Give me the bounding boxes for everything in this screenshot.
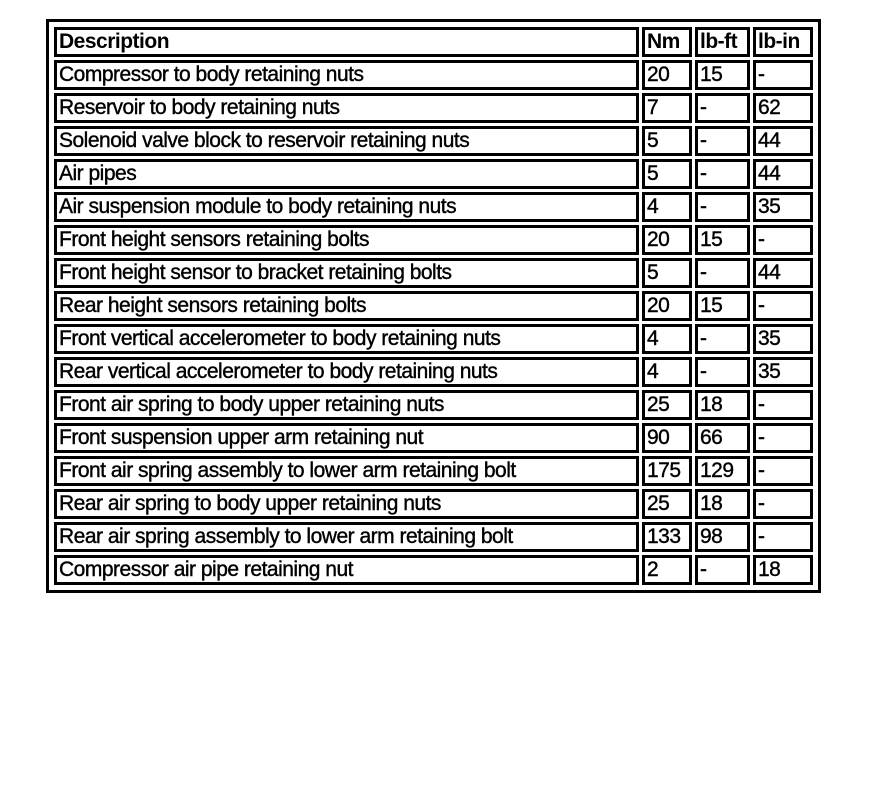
cell-lb-in: 44 [753, 159, 813, 189]
cell-description: Front height sensor to bracket retaining bolts [54, 258, 639, 288]
cell-description: Rear air spring to body upper retaining nuts [54, 489, 639, 519]
cell-nm: 90 [642, 423, 692, 453]
cell-description: Rear vertical accelerometer to body retaining nuts [54, 357, 639, 387]
table-row [54, 126, 813, 156]
header-lb-in: lb-in [753, 27, 813, 57]
cell-lb-ft: 15 [695, 225, 750, 255]
cell-description: Rear height sensors retaining bolts [54, 291, 639, 321]
header-lb-ft: lb-ft [695, 27, 750, 57]
cell-nm: 175 [642, 456, 692, 486]
cell-lb-ft: - [695, 192, 750, 222]
table-row [54, 291, 813, 321]
cell-nm: 4 [642, 324, 692, 354]
cell-nm: 25 [642, 390, 692, 420]
torque-spec-table [51, 24, 816, 588]
cell-nm: 20 [642, 60, 692, 90]
cell-lb-in: - [753, 489, 813, 519]
cell-lb-in: - [753, 456, 813, 486]
cell-nm: 4 [642, 192, 692, 222]
cell-nm: 5 [642, 258, 692, 288]
cell-nm: 25 [642, 489, 692, 519]
cell-lb-in: - [753, 60, 813, 90]
cell-lb-in: - [753, 291, 813, 321]
table-row [54, 60, 813, 90]
cell-description: Reservoir to body retaining nuts [54, 93, 639, 123]
cell-lb-ft: 66 [695, 423, 750, 453]
torque-spec-table-frame [46, 19, 821, 593]
table-body [54, 60, 813, 585]
cell-nm: 133 [642, 522, 692, 552]
cell-nm: 4 [642, 357, 692, 387]
cell-description: Compressor air pipe retaining nut [54, 555, 639, 585]
header-description: Description [54, 27, 639, 57]
table-row [54, 258, 813, 288]
cell-lb-ft: - [695, 555, 750, 585]
cell-nm: 2 [642, 555, 692, 585]
cell-lb-ft: 15 [695, 291, 750, 321]
cell-lb-ft: 98 [695, 522, 750, 552]
table-row [54, 555, 813, 585]
cell-lb-ft: - [695, 126, 750, 156]
cell-lb-in: 35 [753, 192, 813, 222]
cell-lb-ft: 18 [695, 489, 750, 519]
cell-nm: 20 [642, 291, 692, 321]
cell-description: Front suspension upper arm retaining nut [54, 423, 639, 453]
cell-lb-in: 35 [753, 324, 813, 354]
cell-lb-ft: - [695, 159, 750, 189]
cell-lb-in: 18 [753, 555, 813, 585]
cell-lb-in: - [753, 423, 813, 453]
cell-lb-ft: 18 [695, 390, 750, 420]
cell-description: Front air spring assembly to lower arm retaining bolt [54, 456, 639, 486]
cell-nm: 7 [642, 93, 692, 123]
cell-lb-ft: - [695, 357, 750, 387]
cell-lb-ft: 15 [695, 60, 750, 90]
cell-description: Solenoid valve block to reservoir retaining nuts [54, 126, 639, 156]
table-row [54, 456, 813, 486]
cell-description: Compressor to body retaining nuts [54, 60, 639, 90]
cell-nm: 5 [642, 159, 692, 189]
cell-nm: 5 [642, 126, 692, 156]
table-row [54, 489, 813, 519]
table-row [54, 390, 813, 420]
cell-description: Front height sensors retaining bolts [54, 225, 639, 255]
cell-lb-ft: - [695, 93, 750, 123]
table-row [54, 522, 813, 552]
cell-lb-in: - [753, 390, 813, 420]
cell-lb-ft: 129 [695, 456, 750, 486]
cell-lb-ft: - [695, 324, 750, 354]
cell-lb-in: - [753, 522, 813, 552]
table-row [54, 93, 813, 123]
table-row [54, 192, 813, 222]
header-nm: Nm [642, 27, 692, 57]
table-row [54, 159, 813, 189]
table-header-row [54, 27, 813, 57]
cell-lb-in: 44 [753, 258, 813, 288]
cell-lb-in: 35 [753, 357, 813, 387]
cell-lb-in: 44 [753, 126, 813, 156]
cell-description: Air suspension module to body retaining nuts [54, 192, 639, 222]
cell-description: Front vertical accelerometer to body retaining nuts [54, 324, 639, 354]
table-row [54, 423, 813, 453]
table-row [54, 225, 813, 255]
cell-nm: 20 [642, 225, 692, 255]
cell-lb-ft: - [695, 258, 750, 288]
cell-lb-in: 62 [753, 93, 813, 123]
table-row [54, 324, 813, 354]
cell-lb-in: - [753, 225, 813, 255]
cell-description: Rear air spring assembly to lower arm retaining bolt [54, 522, 639, 552]
cell-description: Front air spring to body upper retaining nuts [54, 390, 639, 420]
table-row [54, 357, 813, 387]
cell-description: Air pipes [54, 159, 639, 189]
